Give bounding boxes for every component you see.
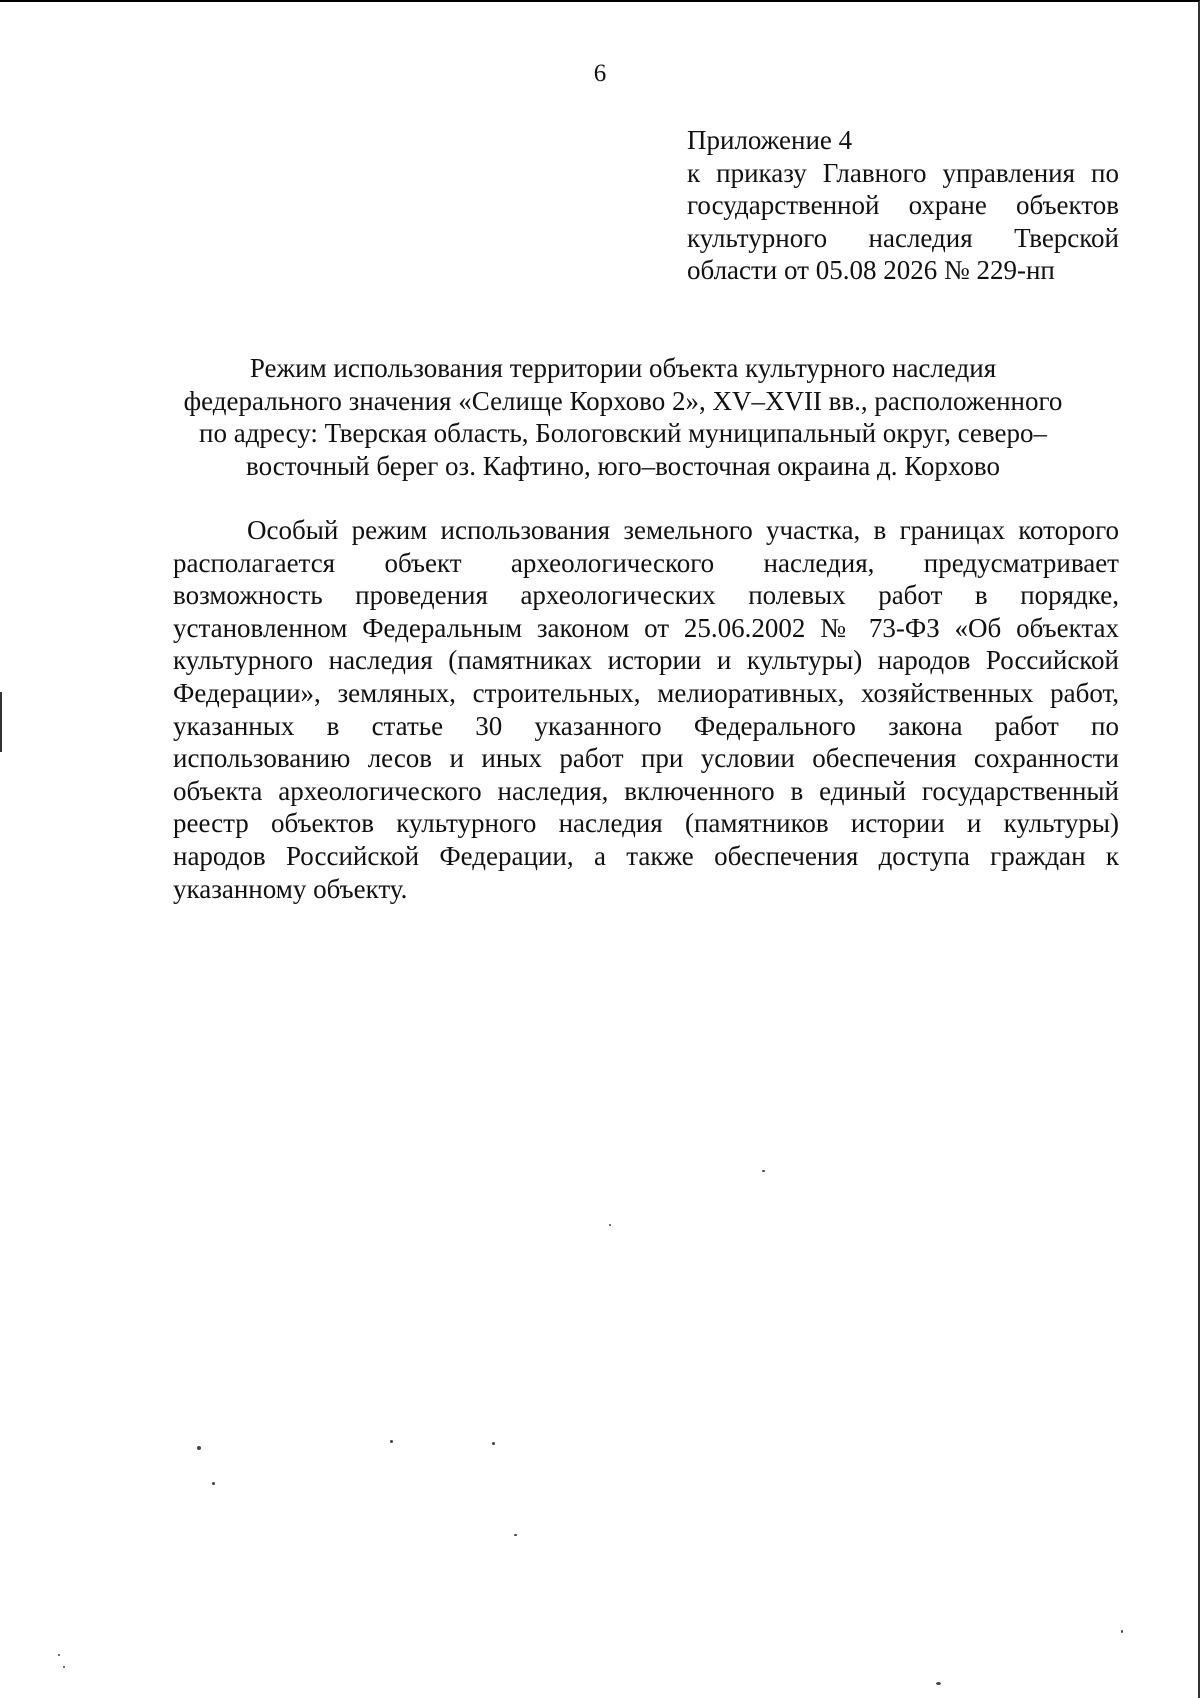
annex-title: Приложение 4 [687,125,853,155]
title-line: федерального значения «Селище Корхово 2», XV–XVII вв., расположенного [183,385,1063,416]
body-line: возможность проведения археологических полевых работ в порядке, [173,580,1119,611]
body-line: объекта археологического наследия, включенного в единый государственный [173,775,1119,806]
scan-speck [212,1482,215,1485]
annex-line: государственной охране объектов [687,190,1119,220]
scan-speck [762,1170,765,1172]
body-line: использованию лесов и иных работ при условии обеспечения сохранности [173,743,1119,774]
annex-line: культурного наследия Тверской [687,222,1119,253]
scan-speck [514,1534,517,1536]
page-number: 6 [593,60,607,87]
document-title [150,352,1096,482]
title-line: Режим использования территории объекта культурного наследия [249,353,997,383]
body-line: указанных в статье 30 указанного Федерального закона работ по [173,710,1119,741]
body-line: располагается объект археологического наследия, предусматривает [173,547,1119,578]
scan-speck [63,1666,65,1668]
scan-speck [492,1442,495,1445]
scan-edge-mark [0,692,2,752]
scan-speck [1121,1630,1123,1633]
body-line: Особый режим использования земельного участка, в границах которого [247,515,1119,545]
body-line: Федерации», земляных, строительных, мелиоративных, хозяйственных работ, [173,677,1119,708]
body-line: установленном Федеральным законом от 25.06.2002 № 73-ФЗ «Об объектах [173,612,1119,643]
title-line: по адресу: Тверская область, Бологовский муниципальный округ, северо– [199,418,1047,448]
body-line: указанному объекту. [173,873,408,904]
body-line: реестр объектов культурного наследия (памятников истории и культуры) [173,808,1119,839]
annex-line-date: области от 05.08 2026 № 229-нп [687,255,1055,285]
body-line: культурного наследия (памятниках истории и культуры) народов Российской [173,645,1119,676]
scan-speck [197,1446,201,1450]
scan-speck [609,1224,611,1226]
annex-line: к приказу Главного управления по [687,157,1119,188]
title-line: восточный берег оз. Кафтино, юго–восточная окраина д. Корхово [246,450,1000,481]
body-paragraph [173,514,1119,905]
scan-speck [936,1682,941,1685]
scan-speck [390,1440,393,1443]
body-line: народов Российской Федерации, а также обеспечения доступа граждан к [173,840,1119,871]
annex-block [687,124,1119,287]
scan-speck [58,1654,60,1656]
